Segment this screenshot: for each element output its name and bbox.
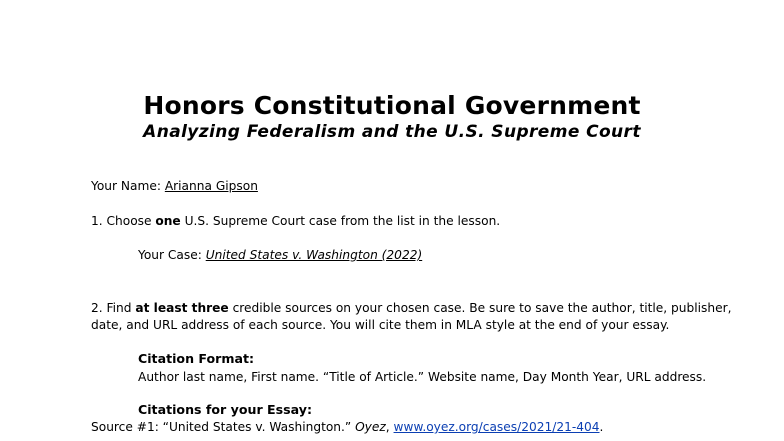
source-1-period: . bbox=[599, 420, 604, 434]
source-1-title: Source #1: “United States v. Washington.” bbox=[91, 420, 356, 434]
case-label: Your Case: bbox=[138, 248, 206, 262]
source-1-site: Oyez bbox=[355, 420, 386, 434]
source-1-separator: , bbox=[385, 420, 394, 434]
citation-format-text: Author last name, First name. “Title of Article.” Website name, Day Month Year, URL address. bbox=[138, 370, 707, 384]
step-1-suffix: U.S. Supreme Court case from the list in the lesson. bbox=[180, 214, 501, 228]
citation-format-heading: Citation Format: bbox=[138, 351, 255, 366]
document-title: Honors Constitutional Government bbox=[143, 91, 641, 120]
step-2-prefix: 2. Find bbox=[91, 301, 136, 315]
name-label: Your Name: bbox=[91, 179, 165, 193]
step-2-instruction bbox=[91, 300, 731, 316]
step-1-emphasis: one bbox=[155, 214, 181, 228]
citations-heading: Citations for your Essay: bbox=[138, 402, 313, 417]
name-line bbox=[91, 178, 258, 194]
case-value: United States v. Washington (2022) bbox=[205, 248, 423, 262]
name-value: Arianna Gipson bbox=[164, 179, 258, 193]
document-subtitle: Analyzing Federalism and the U.S. Supreme Court bbox=[143, 122, 641, 142]
step-2-emphasis: at least three bbox=[135, 301, 229, 315]
source-1-url-link[interactable]: www.oyez.org/cases/2021/21-404 bbox=[393, 420, 600, 434]
step-1-prefix: 1. Choose bbox=[91, 214, 156, 228]
step-2-suffix: credible sources on your chosen case. Be sure to save the author, title, publisher, bbox=[228, 301, 732, 315]
source-1-citation bbox=[91, 419, 603, 435]
step-1-instruction bbox=[91, 213, 500, 229]
step-2-line-2: date, and URL address of each source. You will cite them in MLA style at the end of your essay. bbox=[91, 318, 670, 332]
case-line bbox=[138, 247, 422, 263]
